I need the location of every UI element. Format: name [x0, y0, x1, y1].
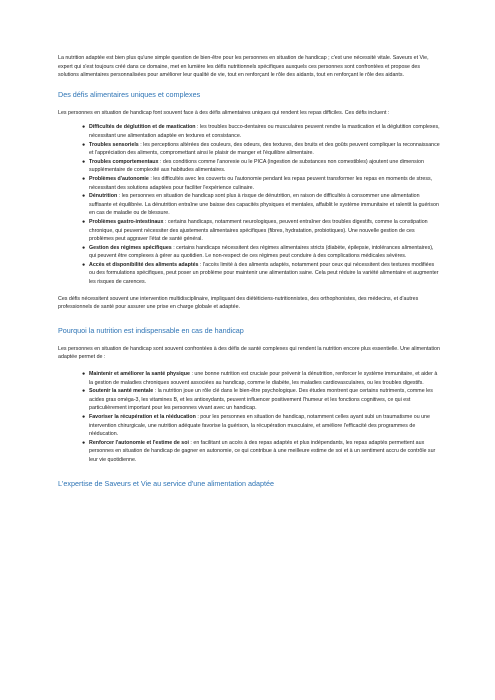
list-item — [58, 244, 440, 261]
list-item-text: : les troubles bucco-dentaires ou musculaires peuvent rendre la mastication et la déglutition complexes, nécessitant une alimentation adaptée en textures et consistance. — [89, 124, 440, 139]
list-item-text: : certains handicaps nécessitent des régimes alimentaires stricts (diabète, épilepsie, intolérances alimentaires), qui peuvent être complexes à gérer au quotidien. Le non-respect de ces régimes peut conduire à des complications médicales sévères. — [89, 244, 434, 260]
bullet-icon: ● — [82, 141, 86, 148]
list-item-title: Gestion des régimes spécifiques — [89, 244, 172, 251]
list-item-text: : l'accès limité à des aliments adaptés, notamment pour ceux qui nécessitent des textures modifiées ou des formulations spécifiques, peut poser un problème pour maintenir une alimentation saine. Cela peut réduire la variété alimentaire et augmenter les risques de carences. — [89, 261, 439, 286]
list-item-text: : une bonne nutrition est cruciale pour prévenir la dénutrition, renforcer le système immunitaire, et aider à la gestion de maladies chroniques souvent associées au handicap, comme le diabète, les maladies cardiovasculaires, ou les troubles digestifs. — [89, 371, 438, 386]
list-item — [58, 158, 440, 175]
section2-list — [58, 370, 440, 465]
bullet-icon: ● — [82, 261, 86, 268]
list-item-title: Favoriser la récupération et la rééducation — [89, 414, 196, 420]
bullet-icon: ● — [82, 175, 86, 182]
list-item — [58, 123, 440, 140]
section1-conclusion: Ces défis nécessitent souvent une intervention multidisciplinaire, impliquant des diététiciens-nutritionnistes, des orthophonistes, des médecins, et d'autres professionnels de santé pour assurer une prise en charge globale et adaptée. — [58, 295, 419, 311]
bullet-icon: ● — [82, 158, 86, 165]
section1-lead: Les personnes en situation de handicap font souvent face à des défis alimentaires uniques qui rendent les repas difficiles. Ces défis incluent : — [58, 109, 390, 116]
list-item — [58, 387, 440, 413]
list-item-text: : des conditions comme l'anorexie ou le PICA (ingestion de substances non comestibles) ajoutent une dimension supplémentaire de complexité aux habitudes alimentaires. — [89, 158, 424, 174]
list-item — [58, 261, 440, 287]
list-item — [58, 439, 440, 465]
list-item-text: : les perceptions altérées des couleurs, des odeurs, des textures, des bruits et des goûts peuvent compliquer la reconnaissance et l'appréciation des aliments, compromettant ainsi le plaisir de manger et l'équilibre alimentaire. — [89, 141, 440, 157]
list-item-title: Troubles comportementaux — [89, 158, 159, 165]
bullet-icon: ● — [82, 388, 86, 395]
section1-heading: Des défis alimentaires uniques et complexes — [58, 89, 201, 99]
list-item — [58, 175, 440, 192]
section2-lead: Les personnes en situation de handicap sont souvent confrontées à des défis de santé complexes qui rendent la nutrition encore plus essentielle. Une alimentation adaptée permet de : — [58, 345, 440, 361]
list-item-text: : les difficultés avec les couverts ou l'autonomie pendant les repas peuvent transformer les repas en moments de stress, nécessitant des solutions adaptées pour faciliter l'expérience culinaire. — [89, 175, 433, 191]
list-item-title: Accès et disponibilité des aliments adaptés — [89, 261, 199, 268]
bullet-icon: ● — [82, 439, 86, 446]
list-item-text: : en facilitant un accès à des repas adaptés et plus indépendants, les repas adaptés permettent aux personnes en situation de handicap de gagner en autonomie, ce qui contribue à une meilleure estime de soi et à un sentiment accru de contrôle sur leur vie quotidienne. — [89, 439, 436, 463]
section2-heading: Pourquoi la nutrition est indispensable en cas de handicap — [58, 325, 244, 335]
list-item-title: Troubles sensoriels — [89, 141, 139, 148]
document-page — [58, 54, 440, 488]
list-item-text: : certains handicaps, notamment neurologiques, peuvent entraîner des troubles digestifs, comme la constipation chronique, qui peuvent nécessiter des ajustements alimentaires spécifiques (fibres, hydratation, probiotiques). Une nouvelle gestion de ces problèmes peut aggraver l'état de santé général. — [89, 218, 428, 243]
list-item — [58, 370, 440, 387]
bullet-icon: ● — [82, 124, 86, 131]
list-item-title: Difficultés de déglutition et de mastication — [89, 124, 196, 131]
list-item-title: Problèmes d'autonomie — [89, 175, 149, 182]
intro-paragraph: La nutrition adaptée est bien plus qu'une simple question de bien-être pour les personnes en situation de handicap ; c'est une nécessité vitale. Saveurs et Vie, expert qui s'est toujours créé dans ce domaine, met en lumière les défis nutritionnels spécifiques auxquels ces personnes sont confrontées et propose des solutions alimentaires personnalisées pour améliorer leur qualité de vie, tout en renforçant le rôle des aidants, tout en renforçant le rôle des aidants. — [58, 55, 429, 79]
list-item-title: Soutenir la santé mentale — [89, 388, 154, 395]
list-item-title: Problèmes gastro-intestinaux — [89, 218, 164, 225]
list-item-title: Dénutrition — [89, 193, 118, 200]
list-item-title: Renforcer l'autonomie et l'estime de soi — [89, 439, 189, 446]
list-item-text: : la nutrition joue un rôle clé dans le bien-être psychologique. Des études montrent que certains nutriments, comme les acides gras oméga-3, les vitamines B, et les antioxydants, peuvent influencer positivement l'humeur et les fonctions cognitives, ce qui est particulièrement important pour les personnes vivant avec un handicap. — [89, 388, 433, 412]
section1-list — [58, 123, 440, 286]
list-item-text: : pour les personnes en situation de handicap, notamment celles ayant subi un traumatisme ou une intervention chirurgicale, une nutrition adéquate favorise la guérison, la récupération musculaire, et améliore l'efficacité des programmes de rééducation. — [89, 414, 430, 438]
list-item-text: : les personnes en situation de handicap sont plus à risque de dénutrition, en raison de difficultés à consommer une alimentation suffisante et équilibrée. La dénutrition entraîne une baisse des capacités physiques et mentales, affaiblit le système immunitaire et ralentit la guérison en cas de maladie ou de blessure. — [89, 193, 439, 217]
bullet-icon: ● — [82, 414, 86, 420]
bullet-icon: ● — [82, 218, 86, 225]
bullet-icon: ● — [82, 371, 86, 378]
bullet-icon: ● — [82, 244, 86, 251]
section3-heading: L'expertise de Saveurs et Vie au service d'une alimentation adaptée — [58, 478, 274, 488]
list-item — [58, 413, 440, 439]
list-item — [58, 192, 440, 218]
list-item — [58, 141, 440, 158]
list-item-title: Maintenir et améliorer la santé physique — [89, 371, 190, 378]
bullet-icon: ● — [82, 193, 86, 200]
list-item — [58, 218, 440, 244]
